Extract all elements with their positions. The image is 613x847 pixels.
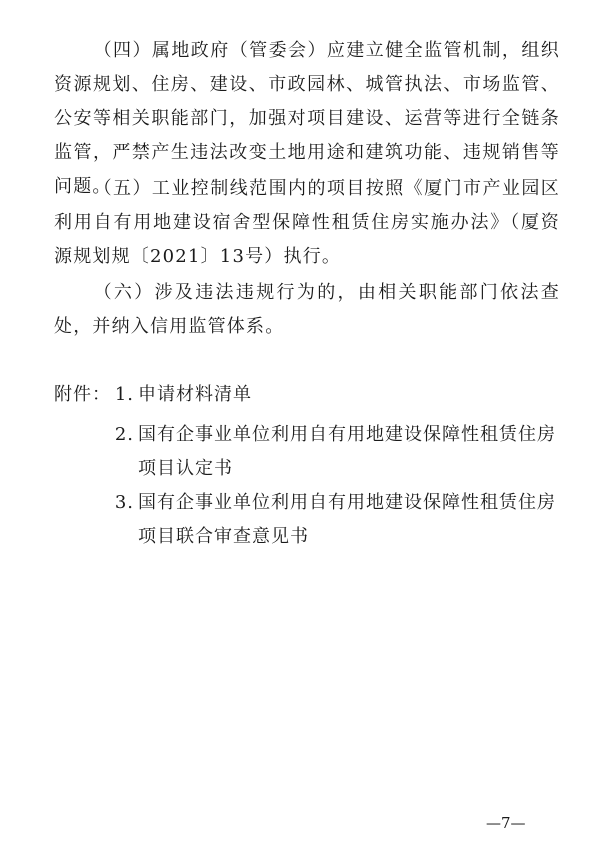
attachment-title: 国有企事业单位利用自有用地建设保障性租赁住房 (138, 424, 556, 445)
attachment-title: 国有企事业单位利用自有用地建设保障性租赁住房 (138, 492, 556, 513)
attachment-number: 2. (114, 424, 134, 445)
paragraph-5: （五）工业控制线范围内的项目按照《厦门市产业园区利用自有用地建设宿舍型保障性租赁住房实施办法》（厦资源规划规〔2021〕13号）执行。 (54, 178, 560, 267)
attachment-item-1 (112, 378, 562, 412)
attachment-title: 申请材料清单 (138, 384, 252, 405)
attachments-label: 附件： (54, 384, 111, 405)
attachment-item-2 (112, 418, 562, 486)
attachment-title-continued: 项目联合审查意见书 (138, 526, 309, 547)
attachment-number: 3. (114, 492, 134, 513)
paragraph-4: （四）属地政府（管委会）应建立健全监管机制，组织资源规划、住房、建设、市政园林、城管执法、市场监管、公安等相关职能部门，加强对项目建设、运营等进行全链条监管，严禁产生违法改变土地用途和建筑功能、违规销售等问题。 (54, 40, 560, 197)
attachment-item-3 (112, 486, 562, 554)
page-number: —7— (486, 814, 526, 832)
attachment-title-continued: 项目认定书 (138, 458, 233, 479)
paragraph-6: （六）涉及违法违规行为的，由相关职能部门依法查处，并纳入信用监管体系。 (54, 282, 560, 337)
attachment-number: 1. (114, 384, 134, 405)
